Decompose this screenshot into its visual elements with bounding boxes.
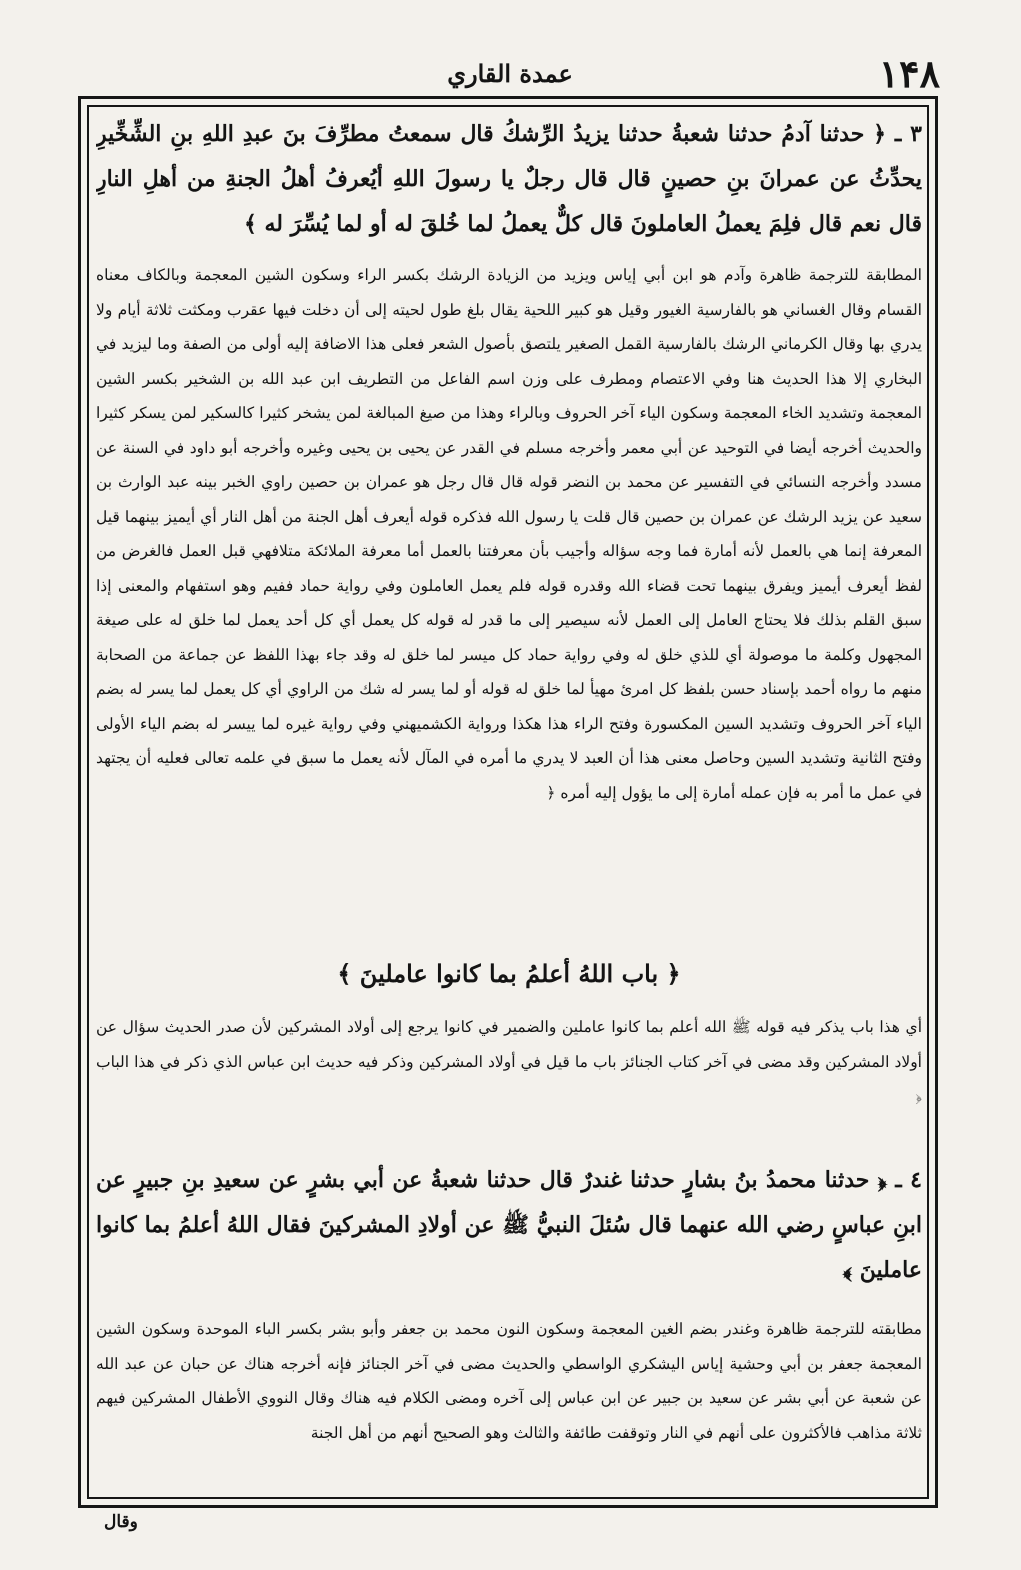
page-header	[80, 52, 940, 96]
hadith-3-text: ۳ ـ ﴿ حدثنا آدمُ حدثنا شعبةُ حدثنا يزيدُ الرِّشكُ قال سمعتُ مطرِّفَ بنَ عبدِ اللهِ بنِ الشِّخِّيرِ يحدِّثُ عن عمرانَ بنِ حصينٍ قال قال رجلٌ يا رسولَ اللهِ أيُعرفُ أهلُ الجنةِ من أهلِ النارِ قال نعم قال فلِمَ يعملُ العاملونَ قال كلٌّ يعملُ لما خُلقَ له أو لما يُسِّرَ له ﴾	[96, 121, 922, 237]
page-number: ۱۴۸	[878, 51, 940, 96]
catchword: وقال	[104, 1512, 138, 1532]
hadith-4-commentary: مطابقته للترجمة ظاهرة وغندر بضم الغين المعجمة وسكون النون محمد بن جعفر وأبو بشر بكسر الباء الموحدة وسكون الشين المعجمة جعفر بن أبي وحشية إياس اليشكري الواسطي والحديث مضى في آخر الجنائز فإنه أخرجه هناك عن حبان عن عبد الله عن شعبة عن أبي بشر عن سعيد بن جبير عن ابن عباس إلى آخره ومضى الكلام فيه هناك وقال النووي الأطفال المشركين فيهم ثلاثة مذاهب فالأكثرون على أنهم في النار وتوقفت طائفة والثالث وهو الصحيح أنهم من أهل الجنة	[96, 1320, 922, 1442]
chapter-commentary: أي هذا باب يذكر فيه قوله ﷺ الله أعلم بما كانوا عاملين والضمير في كانوا يرجع إلى أولاد المشركين لأن صدر الحديث سؤال عن أولاد المشركين وقد مضى في آخر كتاب الجنائز باب ما قيل في أولاد المشركين وذكر فيه حديث ابن عباس الذي ذكر في هذا الباب ﴿	[96, 1018, 922, 1105]
hadith-4-text: ٤ ـ ﴿ حدثنا محمدُ بنُ بشارٍ حدثنا غندرٌ قال حدثنا شعبةُ عن أبي بشرٍ عن سعيدِ بنِ جبيرٍ عن ابنِ عباسٍ رضي الله عنهما قال سُئلَ النبيُّ ﷺ عن أولادِ المشركينَ فقال اللهُ أعلمُ بما كانوا عاملينَ ﴾	[96, 1167, 922, 1283]
main-text	[96, 112, 922, 1496]
chapter-title: ﴿ باب اللهُ أعلمُ بما كانوا عاملينَ ﴾	[337, 959, 681, 988]
hadith-3-commentary: المطابقة للترجمة ظاهرة وآدم هو ابن أبي إياس ويزيد من الزيادة الرشك بكسر الراء وسكون الشين المعجمة وبالكاف معناه القسام وقال الغساني هو بالفارسية الغيور وقيل هو كبير اللحية يقال بلغ طول لحيته إلى أن دخلت فيها عقرب ومكثت ثلاثة أيام ولا يدري بها وقال الكرماني الرشك بالفارسية القمل الصغير يلتصق بأصول الشعر فعلى هذا الاضافة إليه أولى من الصفة وما ليزيد في البخاري إلا هذا الحديث هنا وفي الاعتصام ومطرف على وزن اسم الفاعل من التطريف ابن عبد الله بن الشخير بكسر الشين المعجمة وتشديد الخاء المعجمة وسكون الياء آخر الحروف وبالراء وهذا من صيغ المبالغة لمن يشخر كثيرا كالسكير لمن يسكر كثيرا والحديث أخرجه أيضا في التوحيد عن أبي معمر وأخرجه مسلم في القدر عن يحيى بن يحيى وغيره وأخرجه أبو داود في السنة عن مسدد وأخرجه النسائي في التفسير عن محمد بن النضر قوله قال قال رجل هو عمران بن حصين راوي الخبر بينه عبد الوارث بن سعيد عن يزيد الرشك عن عمران بن حصين قال قلت يا رسول الله فذكره قوله أيعرف أهل الجنة من أهل النار أي أيميز بينهما قيل المعرفة إنما هي بالعمل لأنه أمارة فما وجه سؤاله وأجيب بأن معرفتنا بالعمل أما معرفة الملائكة متلافهي قبل العمل فالغرض من لفظ أيعرف أيميز ويفرق بينهما تحت قضاء الله وقدره قوله فلم يعمل العاملون وفي رواية حماد ففيم وهو استفهام والمعنى إذا سبق القلم بذلك فلا يحتاج العامل إلى العمل لأنه سيصير إلى ما قدر له قوله كل يعمل أي كل أحد يعمل لما خلق له على صيغة المجهول وكلمة ما موصولة أي للذي خلق له وفي رواية حماد كل ميسر لما خلق له وقد جاء بهذا اللفظ عن جماعة من الصحابة منهم ما رواه أحمد بإسناد حسن بلفظ كل امرئ مهيأ لما خلق له قوله أو لما يسر له شك من الراوي أي كل يعمل لما يسر له بضم الياء آخر الحروف وتشديد السين المكسورة وفتح الراء هذا هكذا ورواية الكشميهني وفي رواية غيره لما ييسر له بضم الياء الأولى وفتح الثانية وتشديد السين وحاصل معنى هذا أن العبد لا يدري ما أمره في المآل لأنه يعمل ما سبق في علمه تعالى فعليه أن يجتهد في عمل ما أمر به فإن عمله أمارة إلى ما يؤول إليه أمره ﴿	[96, 266, 922, 802]
running-title: عمدة القاري	[447, 59, 573, 88]
